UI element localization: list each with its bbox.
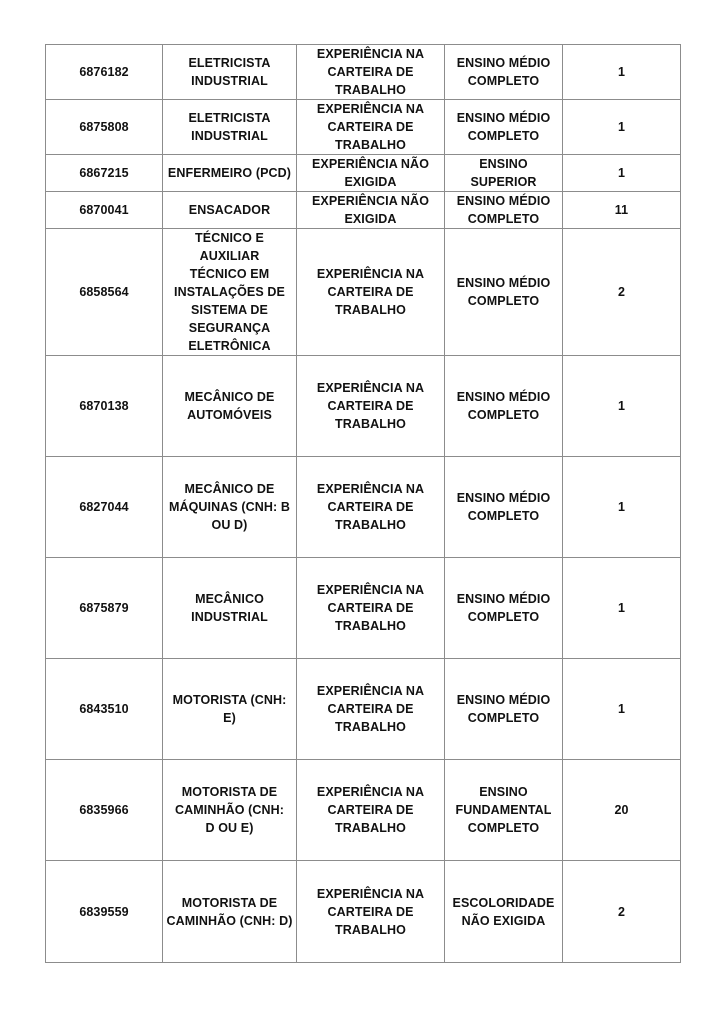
- job-code-cell: 6827044: [46, 457, 163, 558]
- table-row: [46, 760, 681, 861]
- vacancies-cell: 2: [563, 229, 681, 356]
- experience-cell: EXPERIÊNCIA NA CARTEIRA DE TRABALHO: [297, 229, 445, 356]
- job-code-cell: 6870041: [46, 192, 163, 229]
- education-cell: ENSINO SUPERIOR: [445, 155, 563, 192]
- education-cell: ENSINO MÉDIO COMPLETO: [445, 45, 563, 100]
- job-code-cell: 6875879: [46, 558, 163, 659]
- job-code-cell: 6835966: [46, 760, 163, 861]
- vacancies-cell: 11: [563, 192, 681, 229]
- experience-cell: EXPERIÊNCIA NA CARTEIRA DE TRABALHO: [297, 558, 445, 659]
- experience-cell: EXPERIÊNCIA NA CARTEIRA DE TRABALHO: [297, 760, 445, 861]
- vacancies-cell: 2: [563, 861, 681, 963]
- vacancies-cell: 1: [563, 155, 681, 192]
- job-code-cell: 6870138: [46, 356, 163, 457]
- experience-cell: EXPERIÊNCIA NA CARTEIRA DE TRABALHO: [297, 45, 445, 100]
- education-cell: ENSINO MÉDIO COMPLETO: [445, 100, 563, 155]
- education-cell: ENSINO MÉDIO COMPLETO: [445, 659, 563, 760]
- education-cell: ESCOLORIDADE NÃO EXIGIDA: [445, 861, 563, 963]
- job-title-cell: MOTORISTA (CNH: E): [163, 659, 297, 760]
- education-cell: ENSINO MÉDIO COMPLETO: [445, 356, 563, 457]
- job-title-cell: MECÂNICO DE MÁQUINAS (CNH: B OU D): [163, 457, 297, 558]
- job-title-cell: MOTORISTA DE CAMINHÃO (CNH: D OU E): [163, 760, 297, 861]
- job-code-cell: 6843510: [46, 659, 163, 760]
- job-title-cell: ENFERMEIRO (PCD): [163, 155, 297, 192]
- job-code-cell: 6839559: [46, 861, 163, 963]
- job-title-cell: ELETRICISTA INDUSTRIAL: [163, 100, 297, 155]
- vacancies-cell: 1: [563, 45, 681, 100]
- vacancies-cell: 1: [563, 356, 681, 457]
- table-row: [46, 558, 681, 659]
- education-cell: ENSINO FUNDAMENTAL COMPLETO: [445, 760, 563, 861]
- experience-cell: EXPERIÊNCIA NA CARTEIRA DE TRABALHO: [297, 457, 445, 558]
- experience-cell: EXPERIÊNCIA NA CARTEIRA DE TRABALHO: [297, 861, 445, 963]
- job-code-cell: 6876182: [46, 45, 163, 100]
- education-cell: ENSINO MÉDIO COMPLETO: [445, 457, 563, 558]
- education-cell: ENSINO MÉDIO COMPLETO: [445, 558, 563, 659]
- table-row: [46, 229, 681, 356]
- table-row: [46, 155, 681, 192]
- job-table-body: [46, 45, 681, 963]
- education-cell: ENSINO MÉDIO COMPLETO: [445, 192, 563, 229]
- experience-cell: EXPERIÊNCIA NA CARTEIRA DE TRABALHO: [297, 659, 445, 760]
- job-vacancies-table: [45, 44, 681, 963]
- job-title-cell: TÉCNICO E AUXILIAR TÉCNICO EM INSTALAÇÕES DE SISTEMA DE SEGURANÇA ELETRÔNICA: [163, 229, 297, 356]
- job-title-cell: MECÂNICO INDUSTRIAL: [163, 558, 297, 659]
- table-row: [46, 861, 681, 963]
- vacancies-cell: 1: [563, 558, 681, 659]
- vacancies-cell: 1: [563, 457, 681, 558]
- job-code-cell: 6867215: [46, 155, 163, 192]
- vacancies-cell: 20: [563, 760, 681, 861]
- job-title-cell: ENSACADOR: [163, 192, 297, 229]
- education-cell: ENSINO MÉDIO COMPLETO: [445, 229, 563, 356]
- table-row: [46, 192, 681, 229]
- vacancies-cell: 1: [563, 659, 681, 760]
- job-title-cell: MECÂNICO DE AUTOMÓVEIS: [163, 356, 297, 457]
- table-row: [46, 45, 681, 100]
- job-title-cell: MOTORISTA DE CAMINHÃO (CNH: D): [163, 861, 297, 963]
- table-row: [46, 100, 681, 155]
- experience-cell: EXPERIÊNCIA NÃO EXIGIDA: [297, 155, 445, 192]
- table-row: [46, 457, 681, 558]
- experience-cell: EXPERIÊNCIA NA CARTEIRA DE TRABALHO: [297, 100, 445, 155]
- table-row: [46, 659, 681, 760]
- job-code-cell: 6875808: [46, 100, 163, 155]
- job-title-cell: ELETRICISTA INDUSTRIAL: [163, 45, 297, 100]
- vacancies-cell: 1: [563, 100, 681, 155]
- experience-cell: EXPERIÊNCIA NA CARTEIRA DE TRABALHO: [297, 356, 445, 457]
- table-row: [46, 356, 681, 457]
- job-code-cell: 6858564: [46, 229, 163, 356]
- experience-cell: EXPERIÊNCIA NÃO EXIGIDA: [297, 192, 445, 229]
